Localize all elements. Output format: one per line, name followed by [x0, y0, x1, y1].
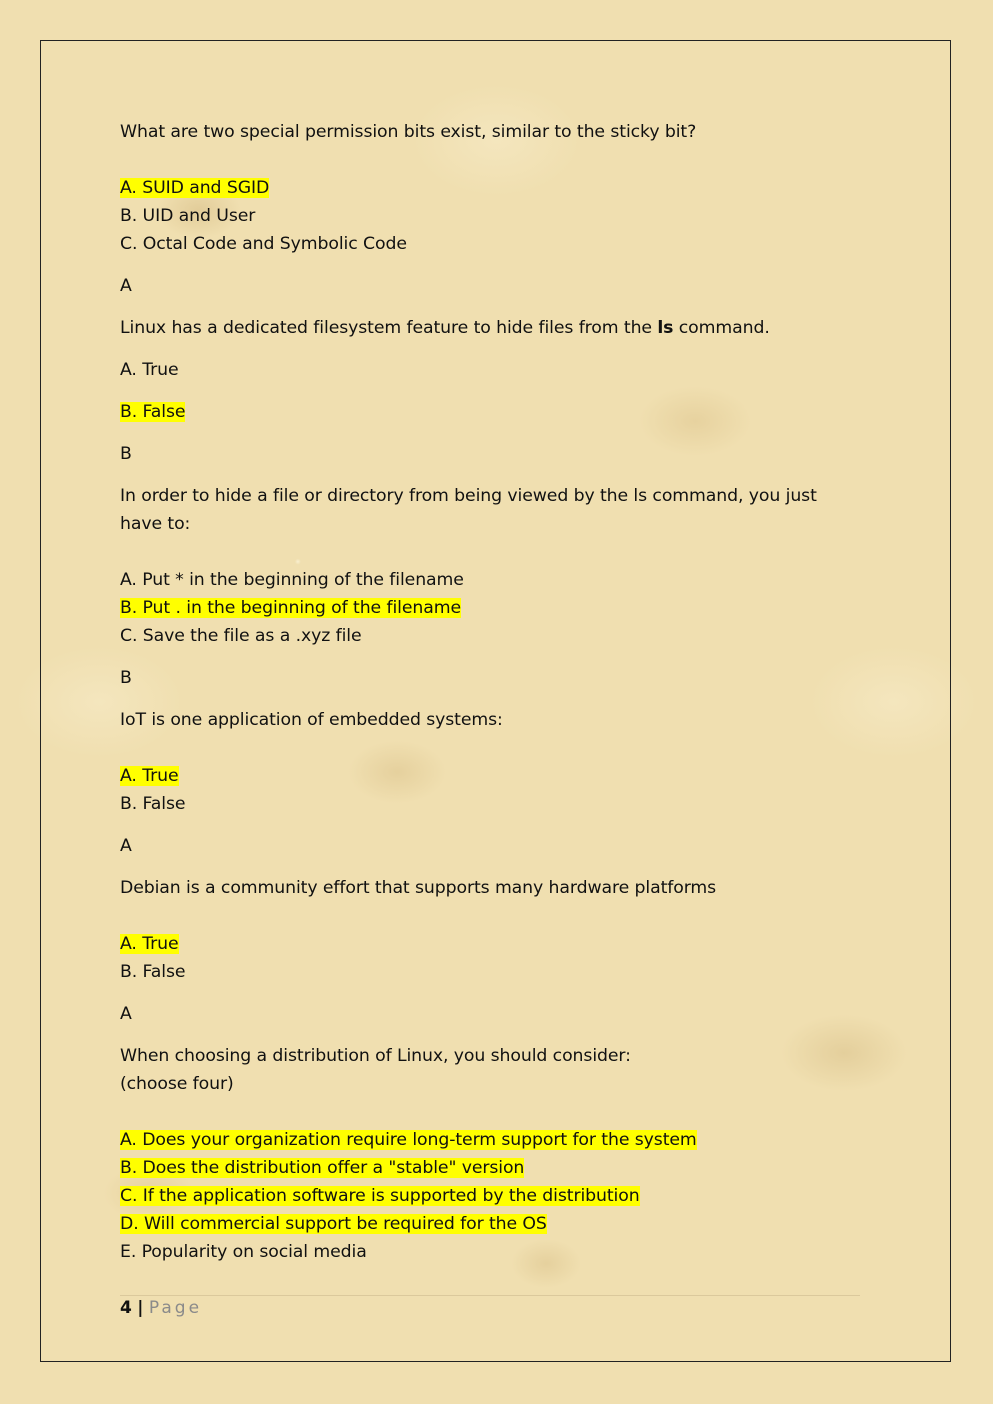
- option-highlighted: A. Does your organization require long-term support for the system: [120, 1130, 697, 1150]
- option: A. True: [120, 360, 179, 380]
- page-number: 4: [120, 1298, 132, 1318]
- page-separator: |: [137, 1298, 144, 1318]
- option-highlighted: B. False: [120, 402, 186, 422]
- answer-key: A: [120, 836, 132, 856]
- option: C. Octal Code and Symbolic Code: [120, 234, 407, 254]
- option-highlighted: A. True: [120, 934, 179, 954]
- option-highlighted: B. Does the distribution offer a "stable" version: [120, 1158, 525, 1178]
- page-word: Page: [148, 1298, 203, 1318]
- page-footer: [120, 1295, 860, 1320]
- option-highlighted: B. Put . in the beginning of the filename: [120, 598, 461, 618]
- question-text: In order to hide a file or directory from being viewed by the ls command, you just have to:: [120, 486, 817, 534]
- answer-key: A: [120, 276, 132, 296]
- document-body: [120, 118, 860, 1266]
- option: C. Save the file as a .xyz file: [120, 626, 362, 646]
- question-text: Debian is a community effort that supports many hardware platforms: [120, 878, 717, 898]
- question-text-note: (choose four): [120, 1074, 234, 1094]
- option-highlighted: A. SUID and SGID: [120, 178, 270, 198]
- option: B. UID and User: [120, 206, 256, 226]
- answer-key: B: [120, 668, 132, 688]
- option: A. Put * in the beginning of the filename: [120, 570, 464, 590]
- question-text: Linux has a dedicated filesystem feature to hide files from the ls command.: [120, 318, 770, 338]
- option: B. False: [120, 794, 186, 814]
- answer-key: A: [120, 1004, 132, 1024]
- option-highlighted: C. If the application software is supported by the distribution: [120, 1186, 640, 1206]
- option: E. Popularity on social media: [120, 1242, 367, 1262]
- option: B. False: [120, 962, 186, 982]
- question-text: When choosing a distribution of Linux, you should consider:: [120, 1046, 631, 1066]
- ls-command-bold: ls: [657, 318, 674, 338]
- answer-key: B: [120, 444, 132, 464]
- question-text: What are two special permission bits exist, similar to the sticky bit?: [120, 122, 697, 142]
- option-highlighted: A. True: [120, 766, 179, 786]
- option-highlighted: D. Will commercial support be required for the OS: [120, 1214, 547, 1234]
- question-text: IoT is one application of embedded systems:: [120, 710, 503, 730]
